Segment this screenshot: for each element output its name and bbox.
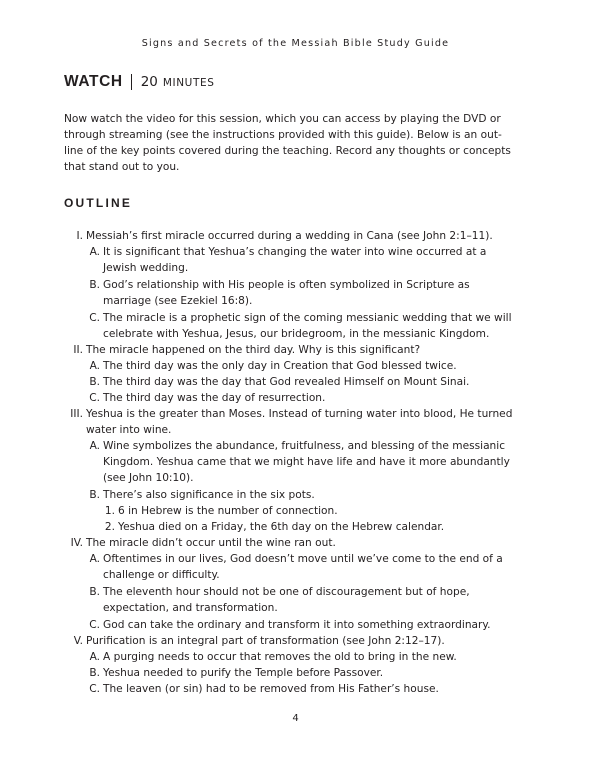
intro-line: line of the key points covered during the teaching. Record any thoughts or concepts — [64, 145, 511, 157]
outline-line — [89, 374, 470, 390]
outline-line — [70, 406, 513, 422]
outline-line — [70, 535, 336, 551]
page-number: 4 — [292, 713, 299, 724]
outline-line — [89, 665, 384, 681]
outline-marker: A. — [89, 651, 100, 663]
outline-text: Kingdom. Yeshua came that we might have life and have it more abundantly — [103, 456, 510, 468]
outline-line — [89, 649, 457, 665]
watch-duration-number: 20 — [140, 74, 158, 90]
outline-marker: C. — [89, 619, 100, 631]
outline-line — [89, 310, 512, 326]
outline-marker: V. — [73, 635, 83, 647]
outline-text: The eleventh hour should not be one of discouragement but of hope, — [103, 586, 470, 598]
outline-text: Wine symbolizes the abundance, fruitfulness, and blessing of the messianic — [103, 440, 506, 452]
outline-text: Purification is an integral part of transformation (see John 2:12–17). — [86, 635, 445, 647]
outline-marker: A. — [89, 360, 100, 372]
outline-text: 6 in Hebrew is the number of connection. — [118, 505, 338, 517]
outline-line — [89, 681, 439, 697]
watch-duration-unit: MINUTES — [162, 77, 215, 89]
outline-marker: A. — [89, 440, 100, 452]
outline-text: It is significant that Yeshua’s changing the water into wine occurred at a — [103, 246, 487, 258]
outline-line — [103, 326, 489, 342]
intro-line: through streaming (see the instructions provided with this guide). Below is an out- — [64, 129, 502, 141]
outline-marker: II. — [73, 344, 83, 356]
outline-line — [89, 584, 470, 600]
outline-marker: B. — [89, 279, 100, 291]
outline-line — [104, 519, 445, 535]
outline-text: marriage (see Ezekiel 16:8). — [103, 295, 253, 307]
outline-line — [103, 454, 510, 470]
outline-line — [89, 487, 315, 503]
intro-line: that stand out to you. — [64, 161, 180, 173]
outline-marker: I. — [76, 230, 83, 242]
outline-line — [89, 244, 487, 260]
outline-marker: A. — [89, 553, 100, 565]
outline-text: Yeshua needed to purify the Temple before Passover. — [103, 667, 384, 679]
outline-marker: IV. — [70, 537, 83, 549]
running-header: Signs and Secrets of the Messiah Bible Study Guide — [141, 38, 450, 49]
outline-marker: 1. — [104, 505, 115, 517]
outline-marker: C. — [89, 312, 100, 324]
outline-marker: A. — [89, 246, 100, 258]
outline-line — [89, 390, 326, 406]
outline-marker: B. — [89, 586, 100, 598]
outline-marker: B. — [89, 376, 100, 388]
outline-text: Jewish wedding. — [103, 262, 189, 274]
outline-text: Messiah’s first miracle occurred during a wedding in Cana (see John 2:1–11). — [86, 230, 493, 242]
outline-line — [103, 470, 194, 486]
outline-text: celebrate with Yeshua, Jesus, our bridegroom, in the messianic Kingdom. — [103, 328, 490, 340]
outline-line — [89, 277, 470, 293]
outline-line — [103, 567, 220, 583]
outline-line — [89, 551, 503, 567]
outline-text: expectation, and transformation. — [103, 602, 278, 614]
outline-marker: 2. — [104, 521, 115, 533]
outline-text: water into wine. — [86, 424, 172, 436]
outline-text: The third day was the only day in Creation that God blessed twice. — [103, 360, 457, 372]
outline-text: There’s also significance in the six pots. — [103, 489, 315, 501]
outline-text: The miracle is a prophetic sign of the coming messianic wedding that we will — [103, 312, 512, 324]
watch-title: WATCH — [64, 73, 123, 90]
outline-text: A purging needs to occur that removes the old to bring in the new. — [103, 651, 457, 663]
outline-marker: C. — [89, 683, 100, 695]
outline-line — [103, 293, 252, 309]
outline-line — [73, 342, 421, 358]
outline-marker: III. — [70, 408, 83, 420]
outline-marker: B. — [89, 667, 100, 679]
outline-line — [89, 617, 491, 633]
outline-line — [76, 228, 493, 244]
outline-line — [103, 260, 188, 276]
outline-text: The third day was the day that God revealed Himself on Mount Sinai. — [103, 376, 470, 388]
outline-text: Yeshua is the greater than Moses. Instead of turning water into blood, He turned — [86, 408, 513, 420]
outline-marker: C. — [89, 392, 100, 404]
outline-heading: OUTLINE — [64, 196, 133, 210]
outline-text: Yeshua died on a Friday, the 6th day on the Hebrew calendar. — [118, 521, 445, 533]
outline-text: God’s relationship with His people is often symbolized in Scripture as — [103, 279, 470, 291]
outline-marker: B. — [89, 489, 100, 501]
outline-line — [104, 503, 338, 519]
outline-line — [73, 633, 445, 649]
outline-text: Oftentimes in our lives, God doesn’t move until we’ve come to the end of a — [103, 553, 503, 565]
outline-text: (see John 10:10). — [103, 472, 194, 484]
outline-text: The third day was the day of resurrection. — [103, 392, 326, 404]
outline-line — [103, 600, 278, 616]
intro-paragraph — [64, 111, 534, 175]
watch-heading — [64, 73, 214, 91]
outline-line — [86, 422, 171, 438]
outline-text: challenge or difficulty. — [103, 569, 220, 581]
outline-line — [89, 358, 457, 374]
outline-text: The miracle happened on the third day. Why is this significant? — [86, 344, 421, 356]
outline-text: The leaven (or sin) had to be removed from His Father’s house. — [103, 683, 439, 695]
outline-text: The miracle didn’t occur until the wine ran out. — [86, 537, 336, 549]
outline-text: God can take the ordinary and transform it into something extraordinary. — [103, 619, 491, 631]
watch-divider — [131, 74, 132, 90]
outline-line — [89, 438, 506, 454]
intro-line: Now watch the video for this session, which you can access by playing the DVD or — [64, 113, 501, 125]
